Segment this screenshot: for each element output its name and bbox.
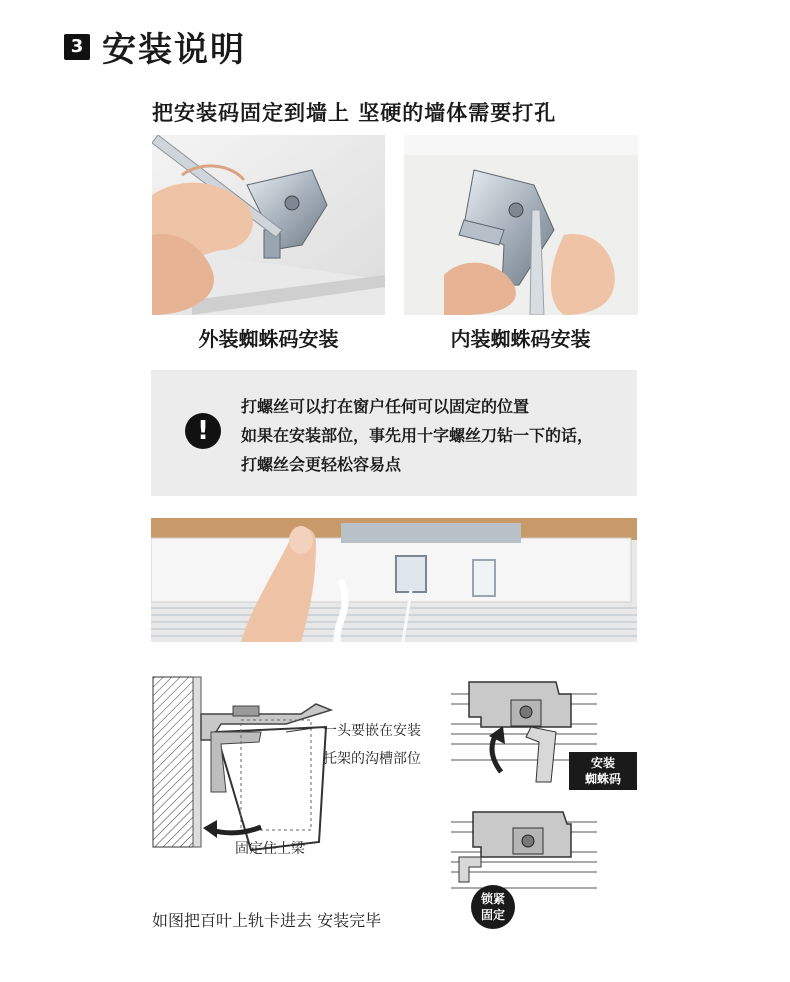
rail-install-photo — [151, 518, 637, 642]
notice-line: 打螺丝可以打在窗户任何可以固定的位置 — [241, 397, 530, 416]
notice-line: 如果在安装部位，事先用十字螺丝刀钻一下的话， — [241, 426, 594, 445]
internal-bracket-caption: 内装蜘蛛码安装 — [450, 327, 591, 351]
diagram-label-embed: 托架的沟槽部位 — [323, 751, 421, 767]
diagram-label-embed: 一头要嵌在安装 — [323, 723, 421, 739]
lock-fix-tag: 锁紧 固定 — [471, 885, 515, 929]
rail-diagram — [151, 672, 641, 932]
section-heading — [64, 22, 246, 71]
section-number-badge: 3 — [64, 34, 90, 60]
notice-text — [241, 392, 593, 479]
external-bracket-photo — [152, 135, 385, 315]
footer-note: 如图把百叶上轨卡进去 安装完毕 — [152, 911, 382, 930]
diagram-label-fix: 固定住上梁 — [235, 841, 305, 857]
internal-bracket-photo — [404, 135, 638, 315]
section-title: 安装说明 — [102, 30, 246, 70]
notice-line: 打螺丝会更轻松容易点 — [241, 455, 402, 474]
install-bracket-tag: 安装 蜘蛛码 — [569, 752, 637, 790]
exclamation-icon: ! — [185, 413, 221, 449]
notice-box — [151, 370, 637, 496]
external-bracket-caption: 外装蜘蛛码安装 — [198, 327, 339, 351]
install-subtitle: 把安装码固定到墙上 坚硬的墙体需要打孔 — [152, 101, 557, 125]
